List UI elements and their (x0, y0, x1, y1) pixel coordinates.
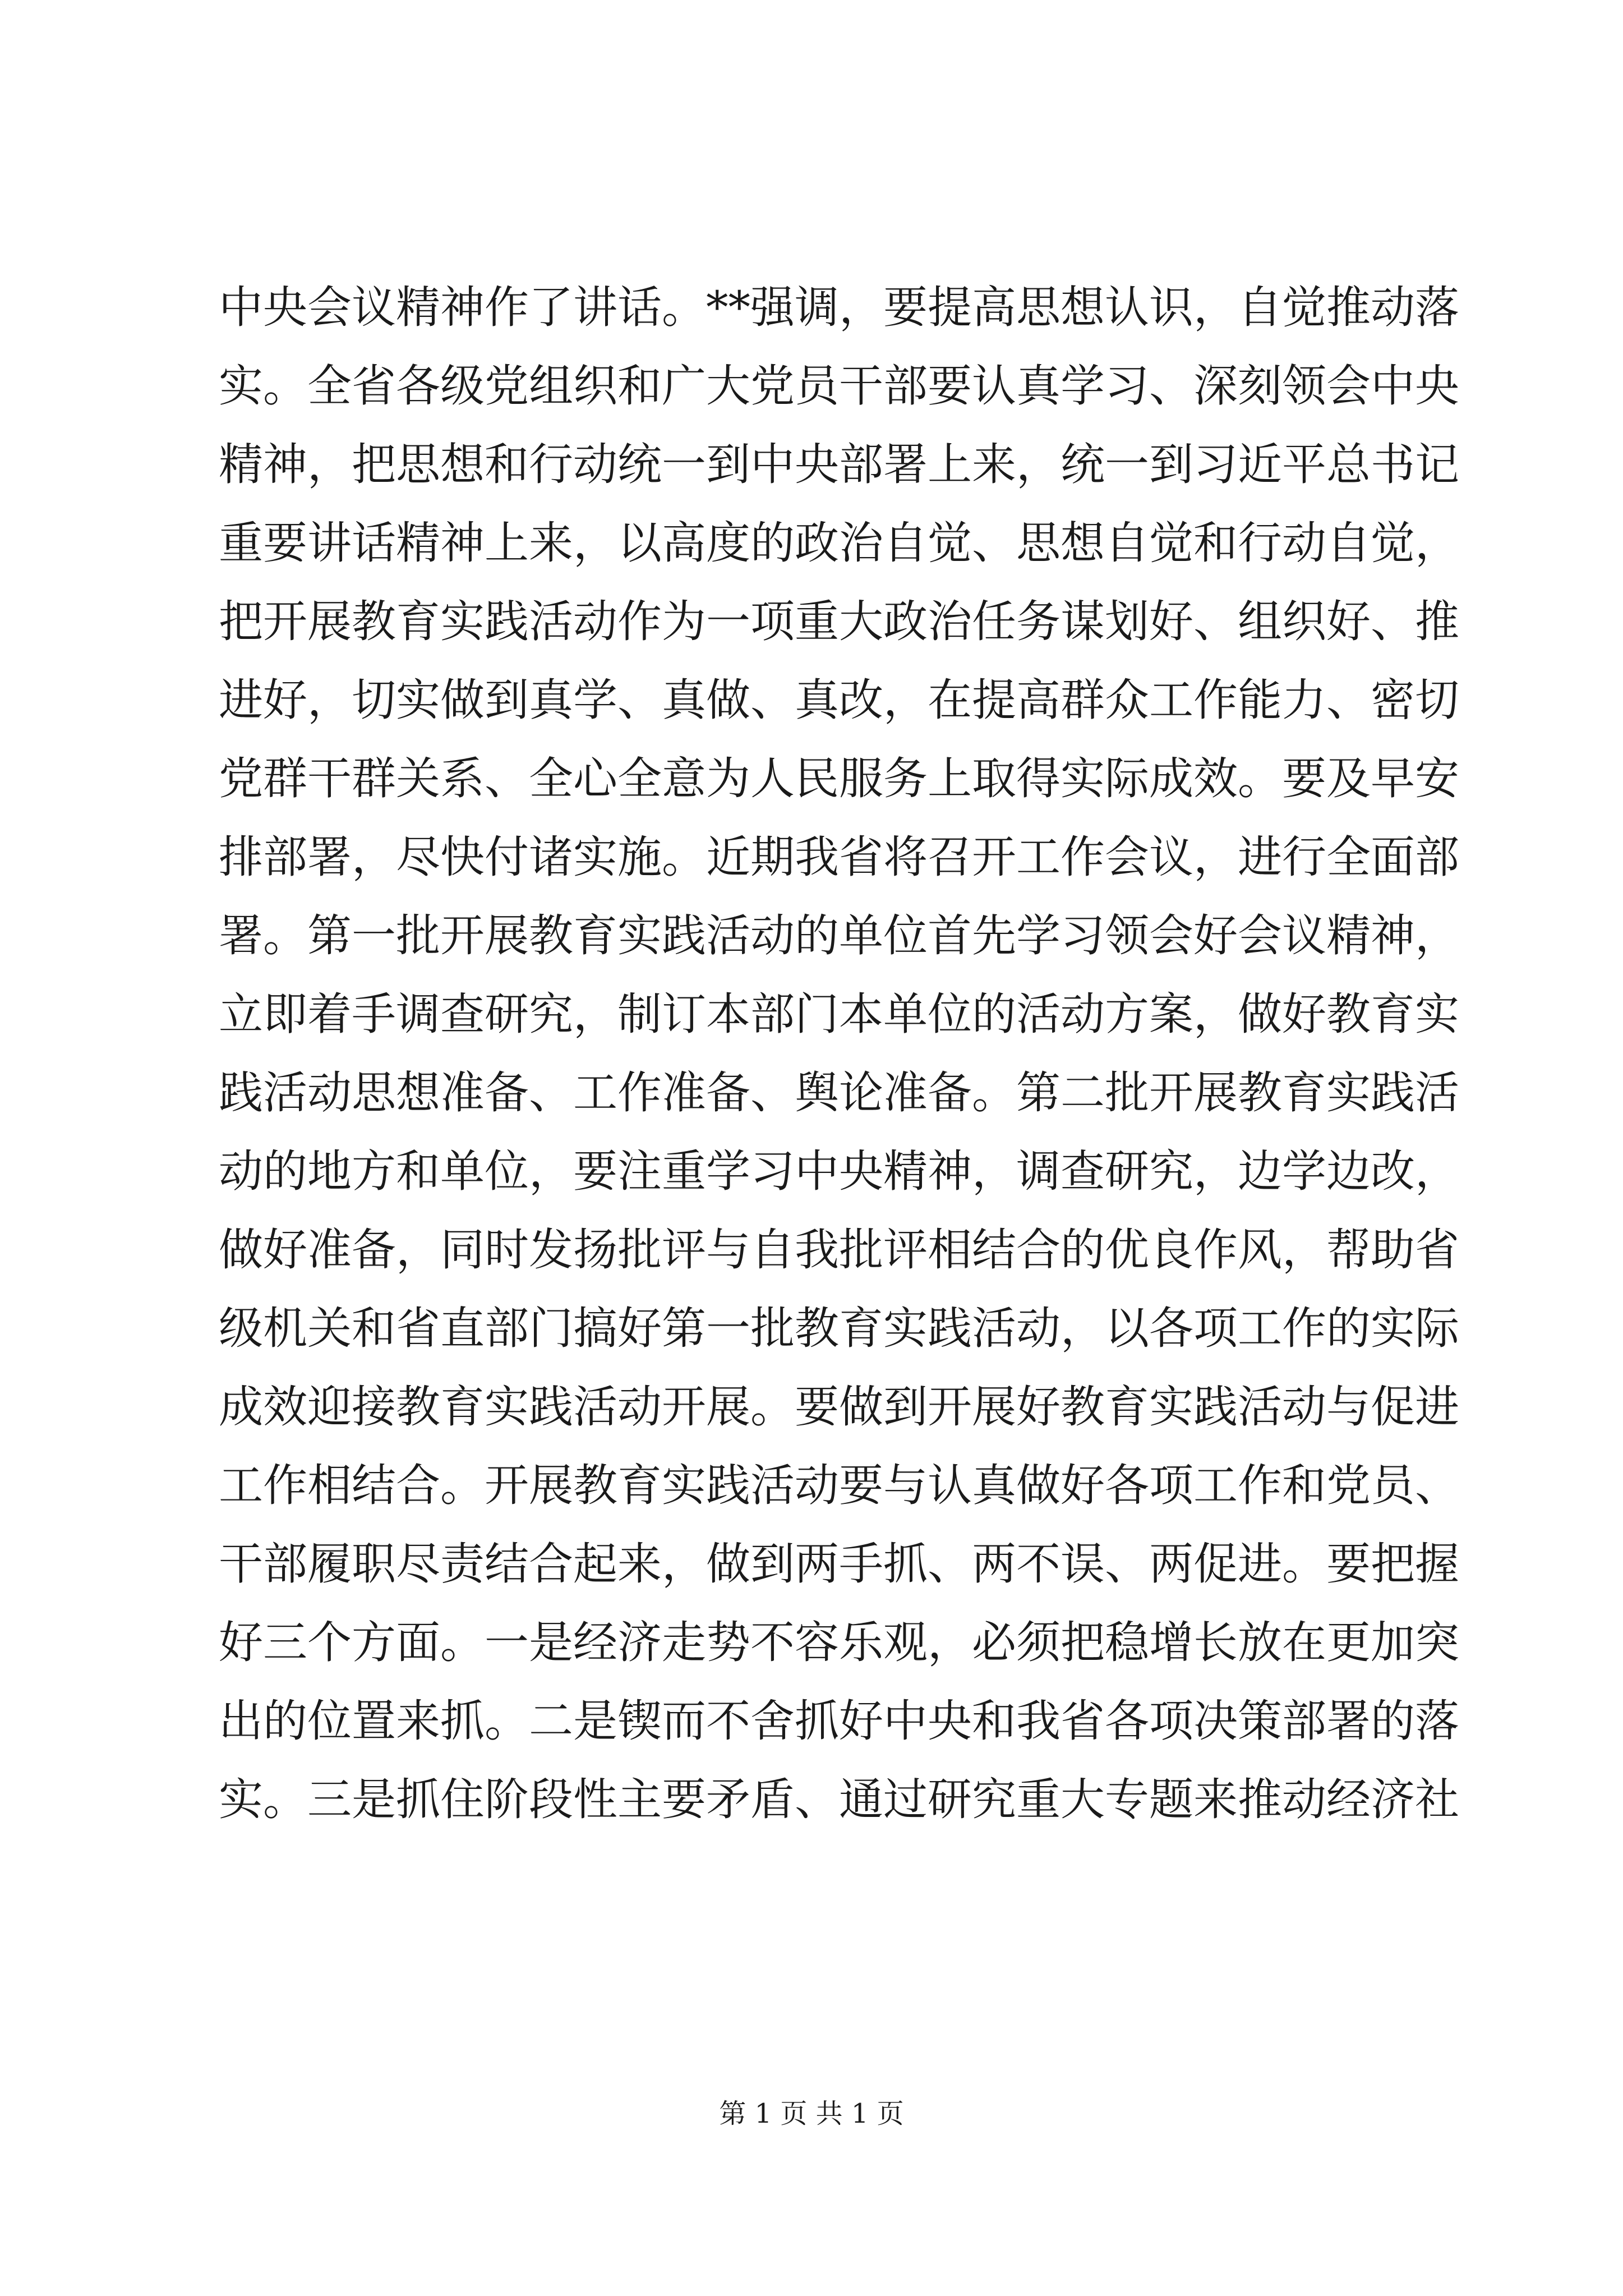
text-line: 成效迎接教育实践活动开展。要做到开展好教育实践活动与促进 (219, 1381, 1459, 1433)
page-number-label: 第 1 页 共 1 页 (719, 2098, 904, 2129)
text-line: 立即着手调查研究，制订本部门本单位的活动方案，做好教育实 (219, 988, 1459, 1040)
body-paragraph (219, 268, 1459, 1839)
text-line: 排部署，尽快付诸实施。近期我省将召开工作会议，进行全面部 (219, 831, 1459, 883)
text-line: 出的位置来抓。二是锲而不舍抓好中央和我省各项决策部署的落 (219, 1695, 1459, 1747)
text-line: 进好，切实做到真学、真做、真改，在提高群众工作能力、密切 (219, 674, 1459, 726)
text-line: 好三个方面。一是经济走势不容乐观，必须把稳增长放在更加突 (219, 1617, 1459, 1668)
text-line: 践活动思想准备、工作准备、舆论准备。第二批开展教育实践活 (219, 1067, 1459, 1119)
text-line: 实。三是抓住阶段性主要矛盾、通过研究重大专题来推动经济社 (219, 1774, 1459, 1825)
text-line: 做好准备，同时发扬批评与自我批评相结合的优良作风，帮助省 (219, 1224, 1459, 1276)
text-line: 署。第一批开展教育实践活动的单位首先学习领会好会议精神， (219, 910, 1459, 961)
text-line: 精神，把思想和行动统一到中央部署上来，统一到习近平总书记 (219, 439, 1459, 490)
text-line: 干部履职尽责结合起来，做到两手抓、两不误、两促进。要把握 (219, 1538, 1459, 1590)
text-line: 中央会议精神作了讲话。**强调，要提高思想认识，自觉推动落 (219, 282, 1459, 333)
text-line: 级机关和省直部门搞好第一批教育实践活动，以各项工作的实际 (219, 1303, 1459, 1354)
text-line: 实。全省各级党组织和广大党员干部要认真学习、深刻领会中央 (219, 360, 1459, 412)
text-line: 把开展教育实践活动作为一项重大政治任务谋划好、组织好、推 (219, 596, 1459, 647)
text-line: 工作相结合。开展教育实践活动要与认真做好各项工作和党员、 (219, 1460, 1459, 1511)
text-line: 重要讲话精神上来，以高度的政治自觉、思想自觉和行动自觉， (219, 517, 1459, 569)
text-line: 动的地方和单位，要注重学习中央精神，调查研究，边学边改， (219, 1145, 1459, 1197)
page-footer (0, 2097, 1623, 2131)
text-line: 党群干群关系、全心全意为人民服务上取得实际成效。要及早安 (219, 753, 1459, 804)
